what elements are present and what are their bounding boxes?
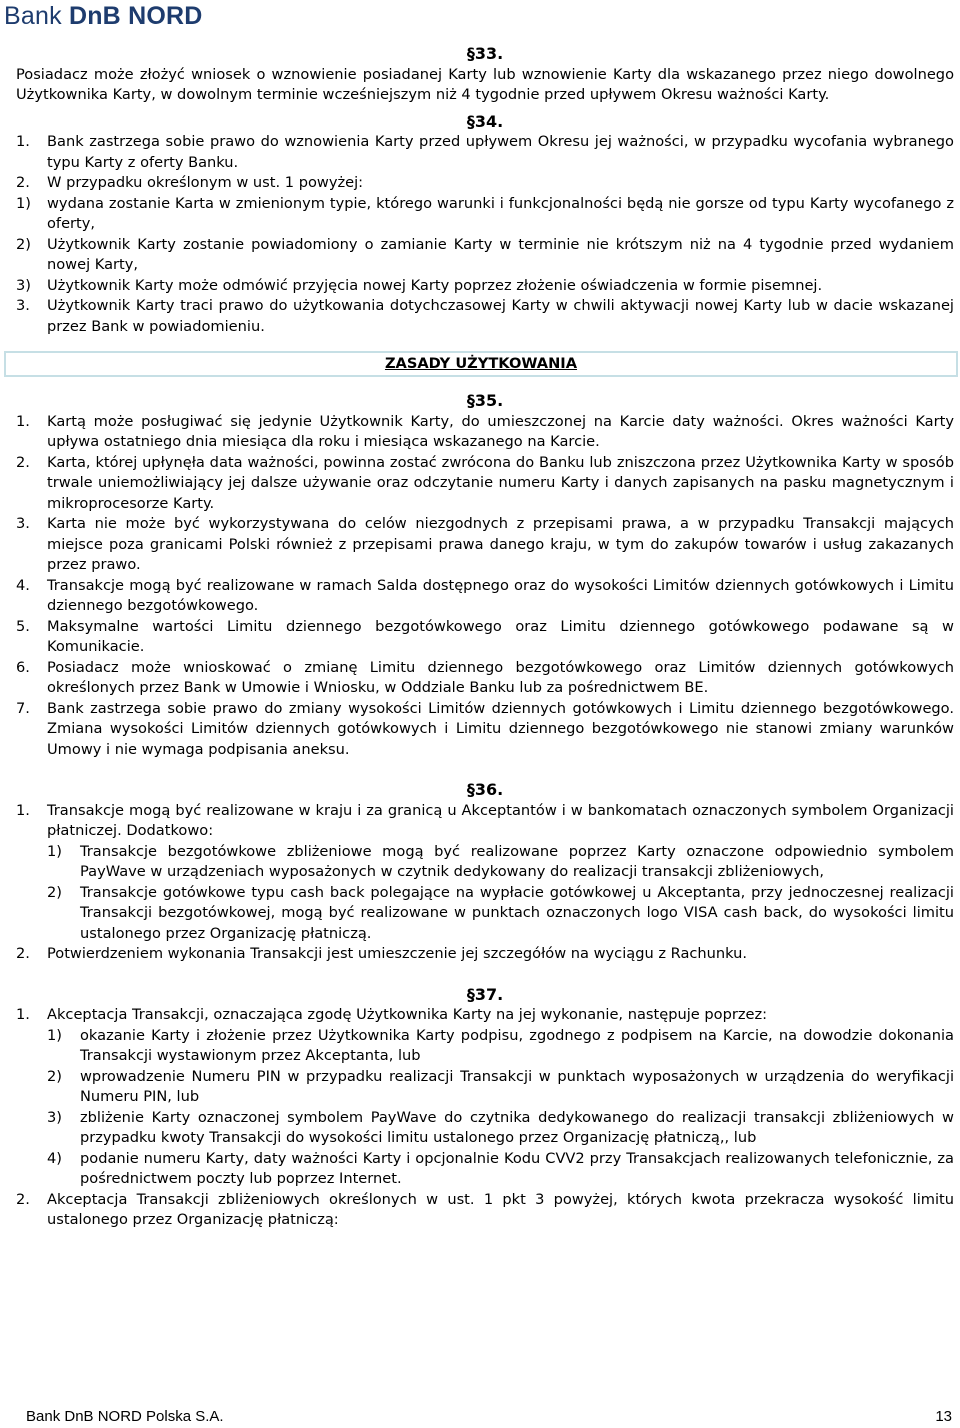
list-item <box>16 453 954 515</box>
item-text: Transakcje gotówkowe typu cash back polegające na wypłacie gotówkowej u Akceptanta, przy jednoczesnej realizacji Transakcji bezgotówkowej, mogą być realizowane w punktach oznaczonych logo VISA cash back, do wysokości limitu ustalonego przez Organizację płatniczą. <box>80 883 954 942</box>
item-text: zbliżenie Karty oznaczonej symbolem PayWave do czytnika dedykowanego do realizacji transakcji zbliżeniowych w przypadku kwoty Transakcji do wysokości limitu ustalonego przez Organizację płatniczą,, lub <box>80 1108 954 1146</box>
item-text: Karta, której upłynęła data ważności, powinna zostać zwrócona do Banku lub zniszczona przez Użytkownika Karty w sposób trwale uniemożliwiający jej dalsze używanie oraz odczytanie numeru Karty i danych zapisanych na pasku magnetycznym i mikroprocesorze Karty. <box>47 453 954 512</box>
item-text: podanie numeru Karty, daty ważności Karty i opcjonalnie Kodu CVV2 przy Transakcjach realizowanych telefonicznie, za pośrednictwem poczty lub poprzez Internet. <box>80 1149 954 1187</box>
item-text: Posiadacz może wnioskować o zmianę Limitu dziennego bezgotówkowego oraz Limitów dziennych gotówkowych określonych przez Bank w Umowie i Wniosku, w Oddziale Banku lub za pośrednictwem BE. <box>47 658 954 696</box>
logo-prefix: Bank <box>4 2 69 30</box>
logo-bold: DnB NORD <box>68 2 203 30</box>
item-number: 2. <box>16 453 30 471</box>
item-number: 2) <box>47 883 62 901</box>
item-text: Użytkownik Karty zostanie powiadomiony o zamianie Karty w terminie nie krótszym niż na 4 tygodnie przed wydaniem nowej Karty, <box>47 235 954 273</box>
item-number: 5. <box>16 617 30 635</box>
item-number: 1. <box>16 133 30 150</box>
list-item <box>16 276 954 297</box>
section-34-title: §34. <box>466 111 504 131</box>
list-subitem <box>16 1149 954 1190</box>
item-number: 2) <box>16 235 31 253</box>
item-number: 6. <box>16 658 30 676</box>
item-number: 1. <box>16 801 30 819</box>
item-number: 3) <box>47 1108 62 1126</box>
item-number: 1) <box>47 1026 62 1044</box>
list-item <box>16 514 954 576</box>
item-text: Transakcje mogą być realizowane w kraju i za granicą u Akceptantów i w bankomatach oznaczonych symbolem Organizacji płatniczej. Dodatkowo: <box>47 801 954 839</box>
list-item <box>16 296 954 337</box>
item-number: 1) <box>47 842 62 860</box>
item-text: Transakcje mogą być realizowane w ramach Salda dostępnego oraz do wysokości Limitów dziennych gotówkowych i Limitu dziennego bezgotówkowego. <box>47 576 954 614</box>
section-35-title: §35. <box>466 391 504 410</box>
list-item <box>16 944 954 965</box>
list-item <box>16 1005 954 1026</box>
item-number: 1. <box>16 412 30 430</box>
item-number: 3) <box>16 276 31 294</box>
item-text: Maksymalne wartości Limitu dziennego bezgotówkowego oraz Limitu dziennego gotówkowego podawane są w Komunikacie. <box>47 617 954 655</box>
item-text: Kartą może posługiwać się jedynie Użytkownik Karty, do umieszczonej na Karcie daty ważności. Okres ważności Karty upływa ostatniego dnia miesiąca dla roku i miesiąca wskazanego na Karcie. <box>47 412 954 450</box>
list-item <box>16 658 954 699</box>
item-number: 2) <box>47 1067 62 1085</box>
item-number: 3. <box>16 515 30 532</box>
list-item <box>16 576 954 617</box>
item-number: 3. <box>16 297 30 314</box>
list-item <box>16 1190 954 1231</box>
list-item <box>16 801 954 842</box>
bank-logo <box>4 2 202 31</box>
section-36-title: §36. <box>466 780 504 799</box>
list-subitem <box>16 883 954 945</box>
list-item <box>16 194 954 235</box>
list-item <box>16 699 954 761</box>
list-item <box>16 132 954 173</box>
page-number: 13 <box>935 1408 952 1425</box>
item-text: Transakcje bezgotówkowe zbliżeniowe mogą być realizowane poprzez Karty oznaczone odpowiednio symbolem PayWave w urządzeniach wyposażonych w czytnik dedykowany do realizacji transakcji zbliżeniowych, <box>80 842 954 880</box>
item-number: 4) <box>47 1149 62 1167</box>
footer-company: Bank DnB NORD Polska S.A. <box>26 1408 224 1425</box>
item-text: Potwierdzeniem wykonania Transakcji jest umieszczenie jej szczegółów na wyciągu z Rachunku. <box>47 945 748 962</box>
list-subitem <box>16 1026 954 1067</box>
list-item <box>16 617 954 658</box>
item-number: 1) <box>16 194 31 212</box>
item-number: 2. <box>16 1190 30 1208</box>
item-text: wydana zostanie Karta w zmienionym typie, którego warunki i funkcjonalności będą nie gorsze od typu Karty wycofanego z oferty, <box>47 194 954 232</box>
item-text: Użytkownik Karty traci prawo do użytkowania dotychczasowej Karty w chwili aktywacji nowej Karty lub w dacie wskazanej przez Bank w powiadomieniu. <box>47 297 954 335</box>
item-text: Akceptacja Transakcji, oznaczająca zgodę Użytkownika Karty na jej wykonanie, następuje poprzez: <box>47 1006 768 1023</box>
list-subitem <box>16 1108 954 1149</box>
section-33-title: §33. <box>466 44 504 63</box>
item-text: W przypadku określonym w ust. 1 powyżej: <box>47 174 364 191</box>
section-37-title: §37. <box>466 984 504 1004</box>
item-number: 2. <box>16 174 30 191</box>
section-banner: ZASADY UŻYTKOWANIA <box>4 351 958 377</box>
list-subitem <box>16 1067 954 1108</box>
item-number: 4. <box>16 576 30 594</box>
item-text: Akceptacja Transakcji zbliżeniowych określonych w ust. 1 pkt 3 powyżej, których kwota przekracza wysokość limitu ustalonego przez Organizację płatniczą: <box>47 1190 954 1228</box>
item-number: 1. <box>16 1006 30 1023</box>
list-item <box>16 235 954 276</box>
item-number: 7. <box>16 699 30 717</box>
item-text: wprowadzenie Numeru PIN w przypadku realizacji Transakcji w punktach wyposażonych w urządzenia do weryfikacji Numeru PIN, lub <box>80 1067 954 1105</box>
list-item <box>16 412 954 453</box>
item-text: Karta nie może być wykorzystywana do celów niezgodnych z przepisami prawa, a w przypadku Transakcji mających miejsce poza granicami Polski również z przepisami prawa danego kraju, w tym do zakupów towarów i usług zakazanych przez prawo. <box>47 515 954 573</box>
item-number: 2. <box>16 945 30 962</box>
list-item <box>16 173 954 194</box>
item-text: Bank zastrzega sobie prawo do zmiany wysokości Limitów dziennych gotówkowych i Limitu dziennego bezgotówkowego. Zmiana wysokości Limitów dziennych gotówkowych i Limitu dziennego bezgotówkowego nie stanowi zmiany warunków Umowy i nie wymaga podpisania aneksu. <box>47 699 954 758</box>
section-33-text: Posiadacz może złożyć wniosek o wznowienie posiadanej Karty lub wznowienie Karty dla wskazanego przez niego dowolnego Użytkownika Karty, w dowolnym terminie wcześniejszym niż 4 tygodnie przed upływem Okresu ważności Karty. <box>16 65 954 103</box>
item-text: okazanie Karty i złożenie przez Użytkownika Karty podpisu, zgodnego z podpisem na Karcie, na dowodzie dokonania Transakcji wystawionym przez Akceptanta, lub <box>80 1026 954 1064</box>
list-subitem <box>16 842 954 883</box>
item-text: Bank zastrzega sobie prawo do wznowienia Karty przed upływem Okresu jej ważności, w przypadku wycofania wybranego typu Karty z oferty Banku. <box>47 133 954 171</box>
item-text: Użytkownik Karty może odmówić przyjęcia nowej Karty poprzez złożenie oświadczenia w formie pisemnej. <box>47 276 823 294</box>
document-body <box>16 44 954 1231</box>
